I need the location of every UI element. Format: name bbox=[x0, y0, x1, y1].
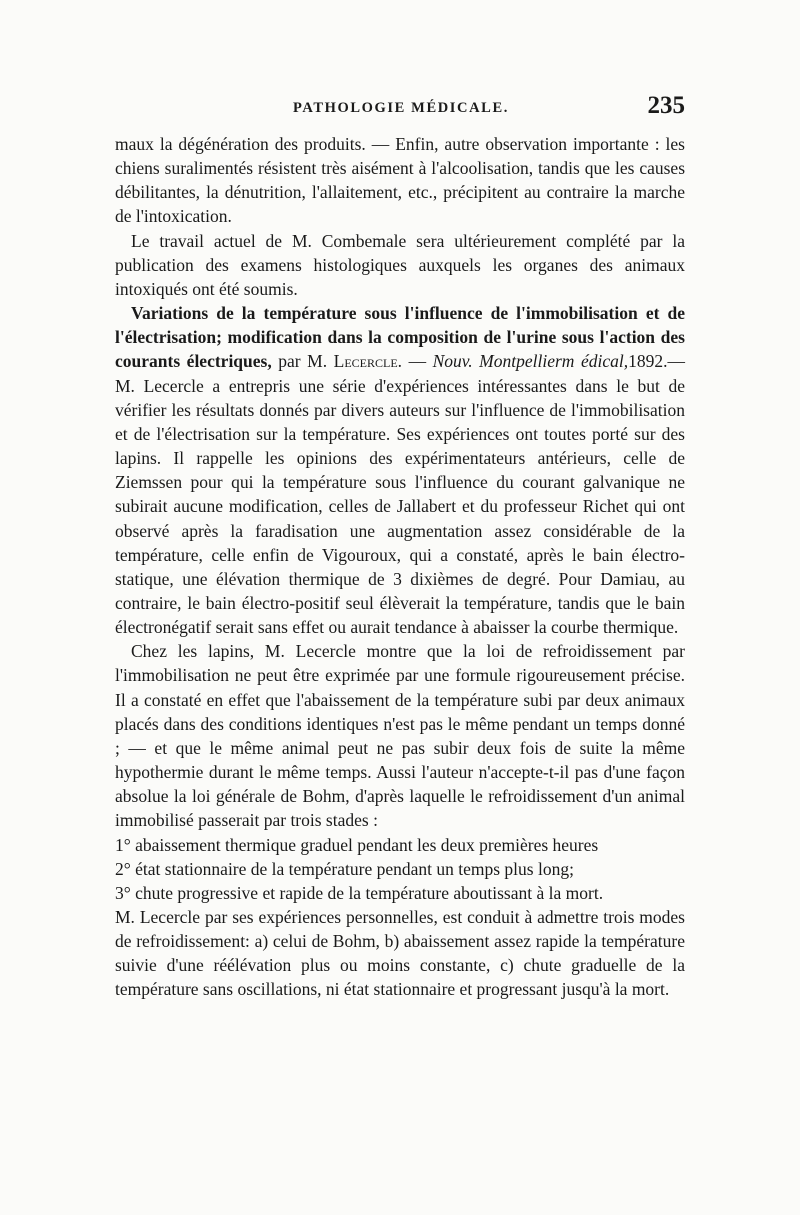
paragraph-combemale: Le travail actuel de M. Combemale sera ultérieurement complété par la publication des examens histologiques auxquels les organes des animaux intoxiqués ont été soumis. bbox=[115, 230, 685, 299]
paragraph-continuation: maux la dégénération des produits. — Enfin, autre observation importante : les chiens suralimentés résistent très aisément à l'alcoolisation, tandis que les causes débilitantes, la dénutrition, l'allaitement, etc., précipitent au contraire la marche de l'intoxication. bbox=[115, 134, 685, 227]
journal-name: Nouv. Montpellierm édical, bbox=[432, 351, 629, 372]
body-text bbox=[115, 132, 685, 1002]
review-body: 1892.— M. Lecercle a entrepris une série d'expériences intéressantes dans le but de vérifier les résultats donnés par divers auteurs sur l'influence de l'immobilisation et de l'électrisation sur la température. Ses expériences ont toutes porté sur des lapins. Il rappelle les opinions des expérimentateurs antérieurs, celle de Ziemssen pour qui la température sous l'influence du courant galvanique ne subirait aucune modification, celles de Jallabert et du professeur Richet qui ont observé après la faradisation une augmentation assez considérable de la température, celle enfin de Vigouroux, qui a constaté, après le bain électro-statique, une élévation thermique de 3 dixièmes de degré. Pour Damiau, au contraire, le bain électro-positif seul élèverait la température, tandis que le bain électronégatif serait sans effet ou aurait tendance à abaisser la courbe thermique. bbox=[115, 351, 685, 638]
stade-item-1: 1° abaissement thermique graduel pendant les deux premières heures bbox=[115, 834, 599, 855]
stade-item-3: 3° chute progressive et rapide de la température aboutissant à la mort. bbox=[115, 882, 604, 903]
stade-item-2: 2° état stationnaire de la température pendant un temps plus long; bbox=[115, 858, 574, 879]
paragraph-immobilisation: Chez les lapins, M. Lecercle montre que la loi de refroidissement par l'immobilisation ne peut être exprimée par une formule rigoureusement précise. Il a constaté en effet que l'abaissement de la température subi par deux animaux placés dans des conditions identiques n'est pas le même pendant un temps donné ; — et que le même animal peut ne pas subir deux fois de suite la même hypothermie durant le même temps. Aussi l'auteur n'accepte-t-il pas d'une façon absolue la loi générale de Bohm, d'après laquelle le refroidissement d'un animal immobilisé passerait par trois stades : bbox=[115, 641, 685, 831]
page-number: 235 bbox=[647, 92, 685, 119]
byline-prefix: par M. bbox=[271, 351, 334, 372]
paragraph-conclusion: M. Lecercle par ses expériences personnelles, est conduit à admettre trois modes de refroidissement: a) celui de Bohm, b) abaissement assez rapide la température suivie d'une réélévation plus ou moins constante, c) chute graduelle de la température sans oscillations, ni état stationnaire et progressant jusqu'à la mort. bbox=[115, 907, 685, 1000]
page-header bbox=[115, 92, 685, 128]
running-title: PATHOLOGIE MÉDICALE. bbox=[293, 100, 509, 116]
paragraph-lecercle-review bbox=[115, 301, 685, 639]
article-title: Variations de la température sous l'influence de l'immobilisation et de l'électrisation; modification dans la composition de l'urine sous l'action des courants électriques, bbox=[115, 303, 685, 372]
byline-dash: — bbox=[402, 351, 433, 372]
author-name: Lecercle. bbox=[333, 351, 403, 372]
